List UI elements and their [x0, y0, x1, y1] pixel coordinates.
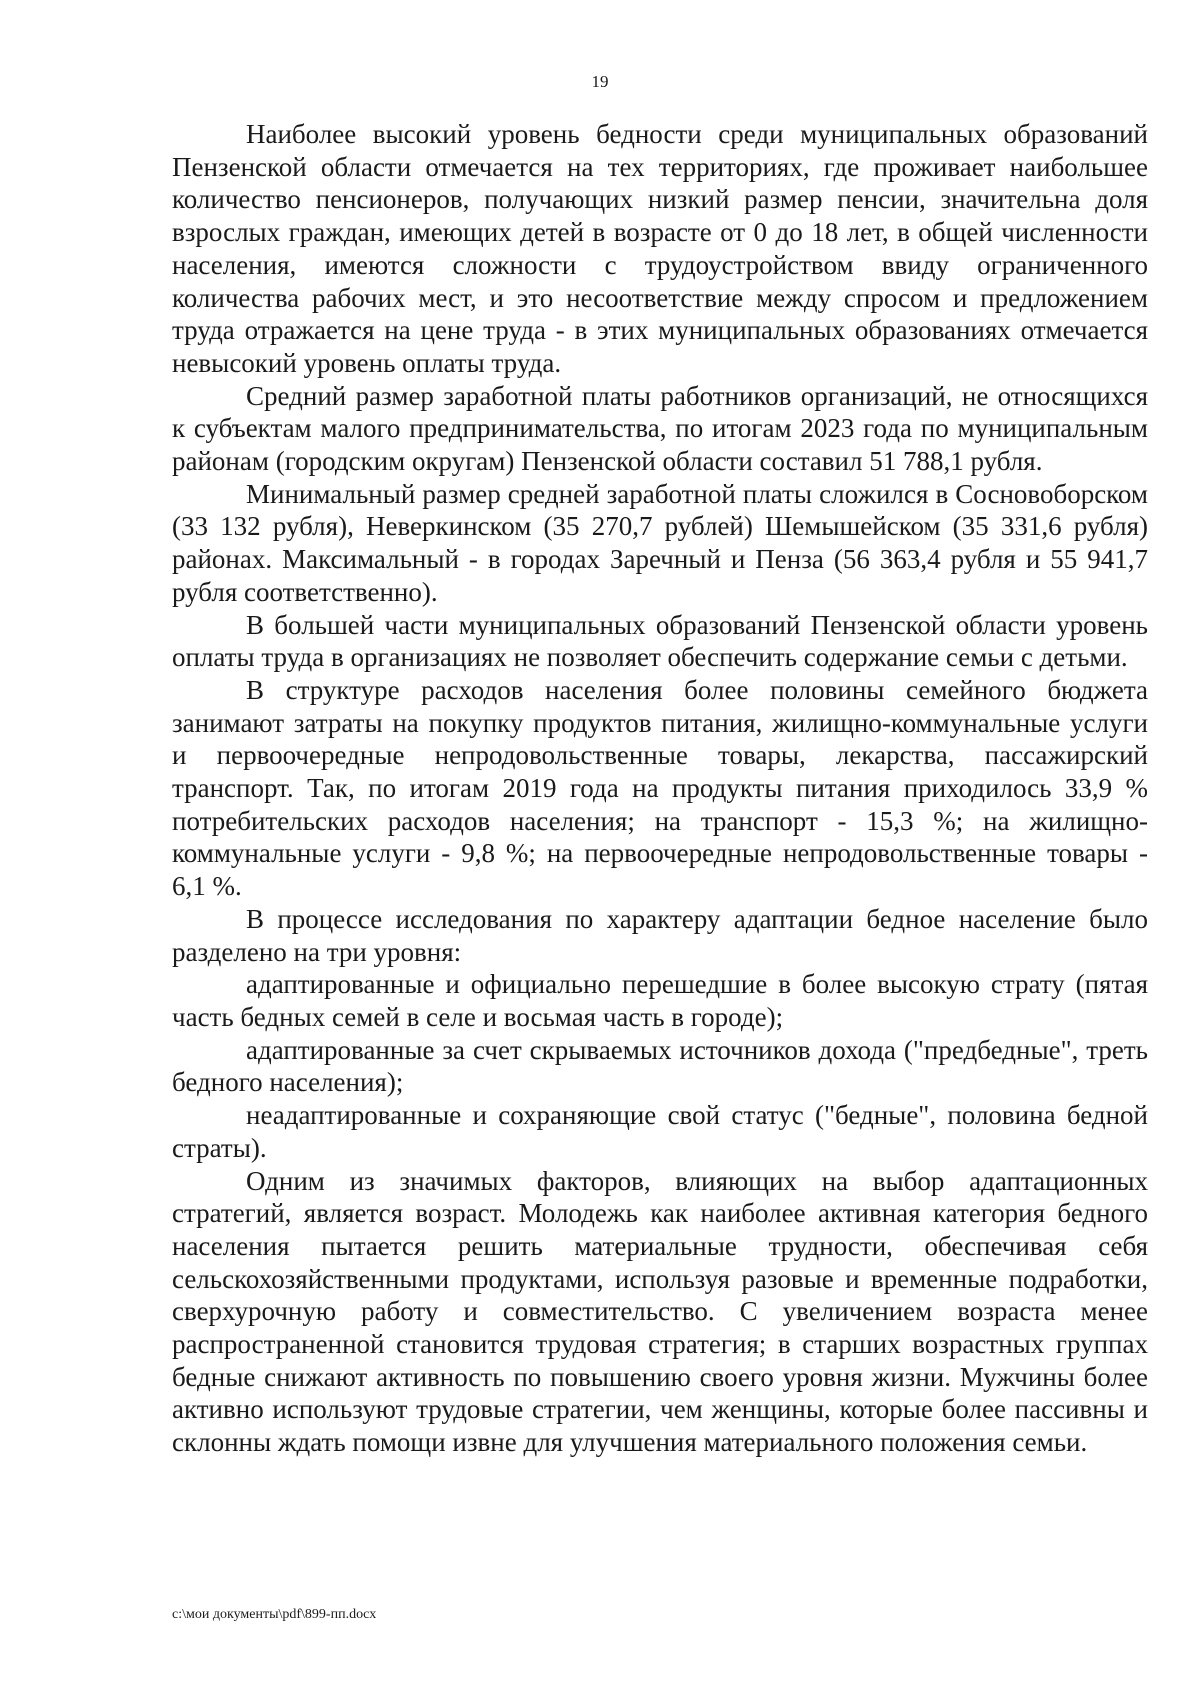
paragraph-expense-structure: В структуре расходов населения более половины семейного бюджета занимают затраты на покупку продуктов питания, жилищно-коммунальные услуги и первоочередные непродовольственные товары, лекарства, пассажирский транспорт. Так, по итогам 2019 года на продукты питания приходилось 33,9 % потребительских расходов населения; на транспорт - 15,3 %; на жилищно-коммунальные услуги - 9,8 %; на первоочередные непродовольственные товары - 6,1 %.	[172, 674, 1148, 902]
paragraph-min-max-salary: Минимальный размер средней заработной платы сложился в Сосновоборском (33 132 рубля), Неверкинском (35 270,7 рублей) Шемышейском (35 331,6 рубля) районах. Максимальный - в городах Заречный и Пенза (56 363,4 рубля и 55 941,7 рубля соответственно).	[172, 478, 1148, 607]
paragraph-adaptation-intro: В процессе исследования по характеру адаптации бедное население было разделено на три уровня:	[172, 903, 1148, 967]
paragraph-poverty-level: Наиболее высокий уровень бедности среди муниципальных образований Пензенской области отмечается на тех территориях, где проживает наибольшее количество пенсионеров, получающих низкий размер пенсии, значительна доля взрослых граждан, имеющих детей в возрасте от 0 до 18 лет, в общей численности населения, имеются сложности с трудоустройством ввиду ограниченного количества рабочих мест, и это несоответствие между спросом и предложением труда отражается на цене труда - в этих муниципальных образованиях отмечается невысокий уровень оплаты труда.	[172, 119, 1148, 378]
paragraph-age-factor: Одним из значимых факторов, влияющих на выбор адаптационных стратегий, является возраст. Молодежь как наиболее активная категория бедного населения пытается решить материальные трудности, обеспечивая себя сельскохозяйственными продуктами, используя разовые и временные подработки, сверхурочную работу и совместительство. С увеличением возраста менее распространенной становится трудовая стратегия; в старших возрастных группах бедные снижают активность по повышению своего уровня жизни. Мужчины более активно используют трудовые стратегии, чем женщины, которые более пассивны и склонны ждать помощи извне для улучшения материального положения семьи.	[172, 1165, 1148, 1458]
list-item-adapted-hidden-income: адаптированные за счет скрываемых источников дохода ("предбедные", треть бедного населения);	[172, 1034, 1148, 1098]
paragraph-average-salary: Средний размер заработной платы работников организаций, не относящихся к субъектам малого предпринимательства, по итогам 2023 года по муниципальным районам (городским округам) Пензенской области составил 51 788,1 рубля.	[172, 380, 1148, 477]
list-item-non-adapted: неадаптированные и сохраняющие свой статус ("бедные", половина бедной страты).	[172, 1100, 1148, 1163]
footer-file-path: c:\мои документы\pdf\899-пп.docx	[172, 1607, 377, 1622]
paragraph-wage-insufficiency: В большей части муниципальных образований Пензенской области уровень оплаты труда в организациях не позволяет обеспечить содержание семьи с детьми.	[172, 609, 1148, 673]
document-body	[172, 118, 1148, 1459]
list-item-adapted-official: адаптированные и официально перешедшие в более высокую страту (пятая часть бедных семей в селе и восьмая часть в городе);	[172, 969, 1148, 1032]
page-number: 19	[591, 72, 609, 91]
